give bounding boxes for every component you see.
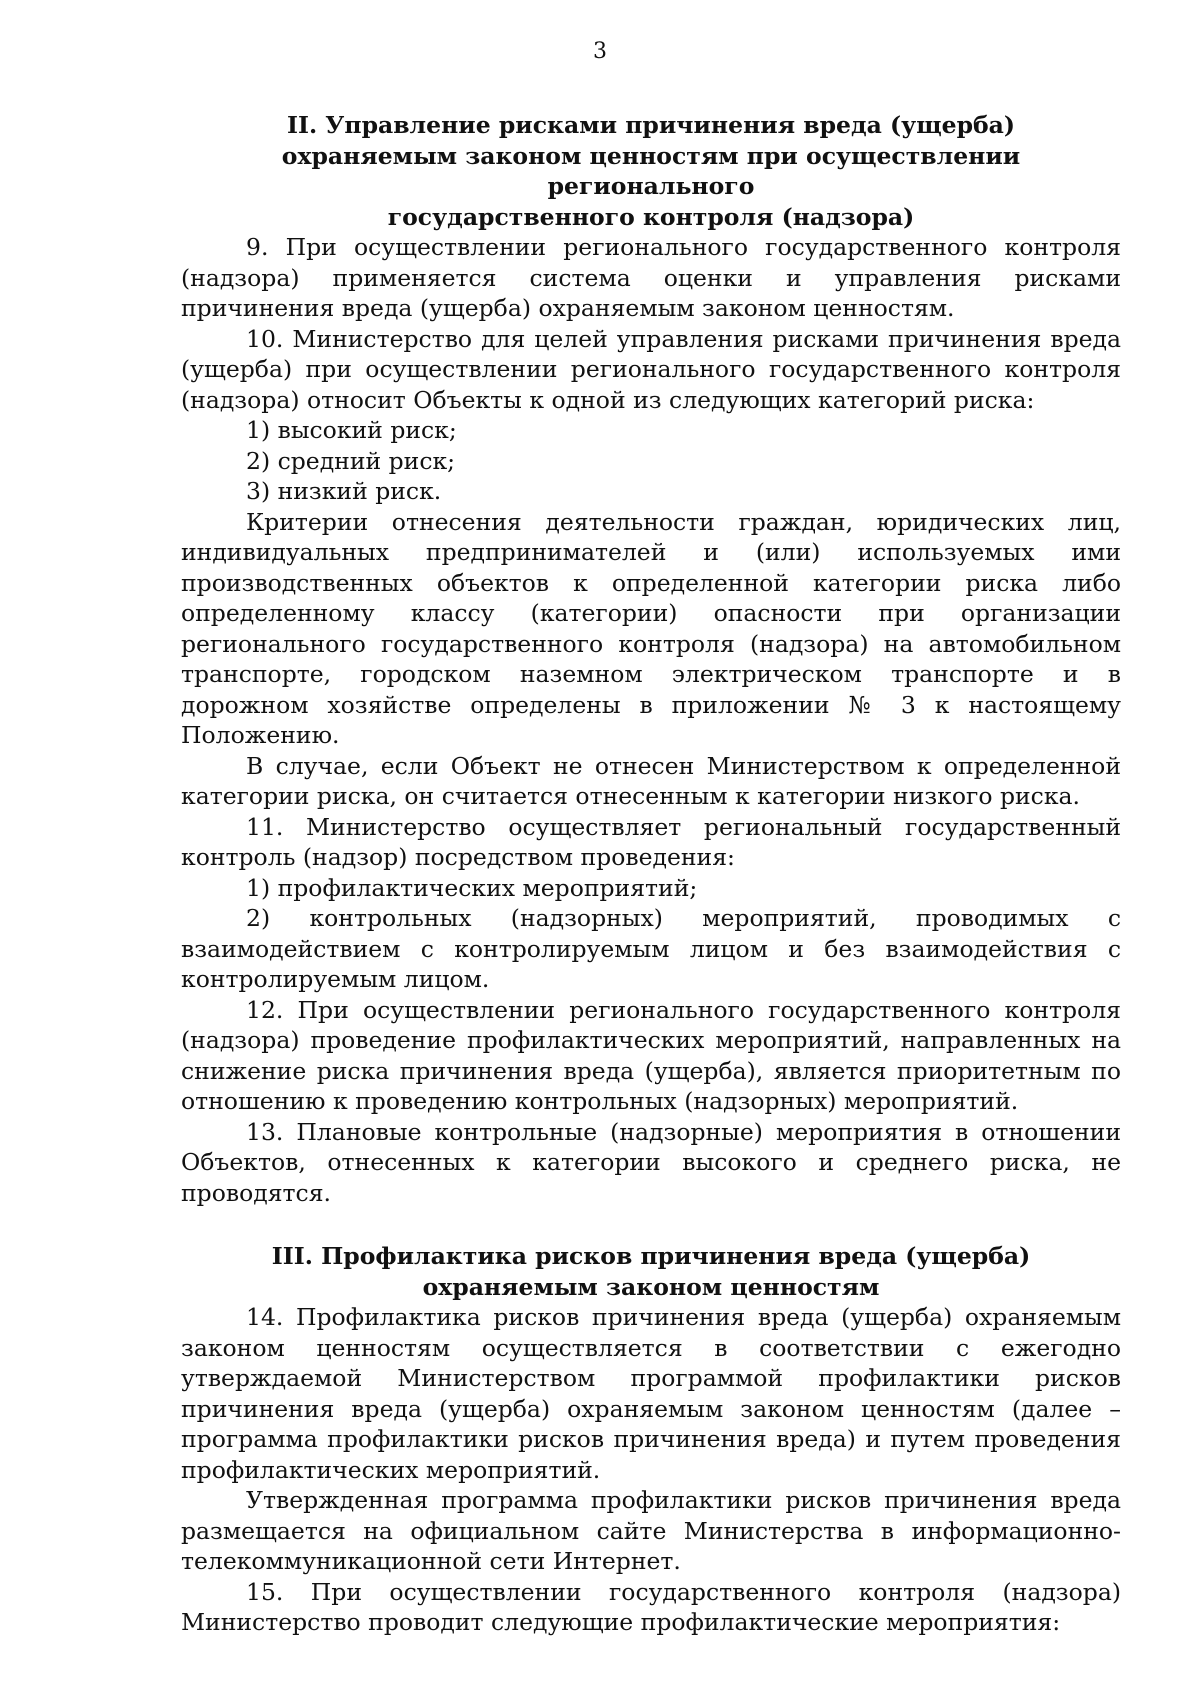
section-spacer: [181, 1208, 1121, 1241]
paragraph-14: 14. Профилактика рисков причинения вреда (ущерба) охраняемым законом ценностям осуществляется в соответствии с ежегодно утверждаемой Министерством программой профилактики рисков причинения вреда (ущерба) охраняемым законом ценностям (далее – программа профилактики рисков причинения вреда) и путем проведения профилактических мероприятий.: [181, 1303, 1121, 1484]
section-2-heading: [181, 110, 1121, 232]
section-3-heading: [181, 1241, 1121, 1302]
section-2-heading-line: государственного контроля (надзора): [387, 202, 915, 231]
risk-category-item: 3) низкий риск.: [246, 477, 442, 505]
page-number: 3: [593, 39, 607, 64]
section-3-heading-line: III. Профилактика рисков причинения вреда (ущерба): [271, 1242, 1031, 1270]
activity-item: 2) контрольных (надзорных) мероприятий, проводимых с взаимодействием с контролируемым лицом и без взаимодействия с контролируемым лицом.: [181, 904, 1121, 993]
paragraph-11: 11. Министерство осуществляет региональный государственный контроль (надзор) посредством проведения:: [181, 812, 1121, 871]
paragraph-12: 12. При осуществлении регионального государственного контроля (надзора) проведение профилактических мероприятий, направленных на снижение риска причинения вреда (ущерба), является приоритетным по отношению к проведению контрольных (надзорных) мероприятий.: [181, 995, 1121, 1115]
paragraph-13: 13. Плановые контрольные (надзорные) мероприятия в отношении Объектов, отнесенных к категории высокого и среднего риска, не проводятся.: [181, 1117, 1121, 1207]
section-2-heading-line: II. Управление рисками причинения вреда (ущерба): [286, 111, 1016, 139]
activity-item: 1) профилактических мероприятий;: [246, 873, 698, 902]
document-body: [181, 110, 1121, 1638]
risk-category-item: 2) средний риск;: [246, 446, 456, 475]
paragraph-10: 10. Министерство для целей управления рисками причинения вреда (ущерба) при осуществлении регионального государственного контроля (надзора) относит Объекты к одной из следующих категорий риска:: [181, 324, 1121, 414]
default-risk-paragraph: В случае, если Объект не отнесен Министерством к определенной категории риска, он считается отнесенным к категории низкого риска.: [181, 751, 1121, 810]
paragraph-15: 15. При осуществлении государственного контроля (надзора) Министерство проводит следующие профилактические мероприятия:: [181, 1577, 1121, 1636]
paragraph-9: 9. При осуществлении регионального государственного контроля (надзора) применяется система оценки и управления рисками причинения вреда (ущерба) охраняемым законом ценностям.: [181, 233, 1121, 322]
section-3-heading-line: охраняемым законом ценностям: [422, 1272, 880, 1301]
risk-category-item: 1) высокий риск;: [246, 416, 457, 444]
section-2-heading-line: охраняемым законом ценностям при осуществлении регионального: [281, 141, 1021, 200]
program-publication-paragraph: Утвержденная программа профилактики рисков причинения вреда размещается на официальном сайте Министерства в информационно-телекоммуникационной сети Интернет.: [181, 1486, 1121, 1575]
criteria-paragraph: Критерии отнесения деятельности граждан, юридических лиц, индивидуальных предпринимателей и (или) используемых ими производственных объектов к определенной категории риска либо определенному классу (категории) опасности при организации регионального государственного контроля (надзора) на автомобильном транспорте, городском наземном электрическом транспорте и в дорожном хозяйстве определены в приложении № 3 к настоящему Положению.: [181, 507, 1121, 749]
